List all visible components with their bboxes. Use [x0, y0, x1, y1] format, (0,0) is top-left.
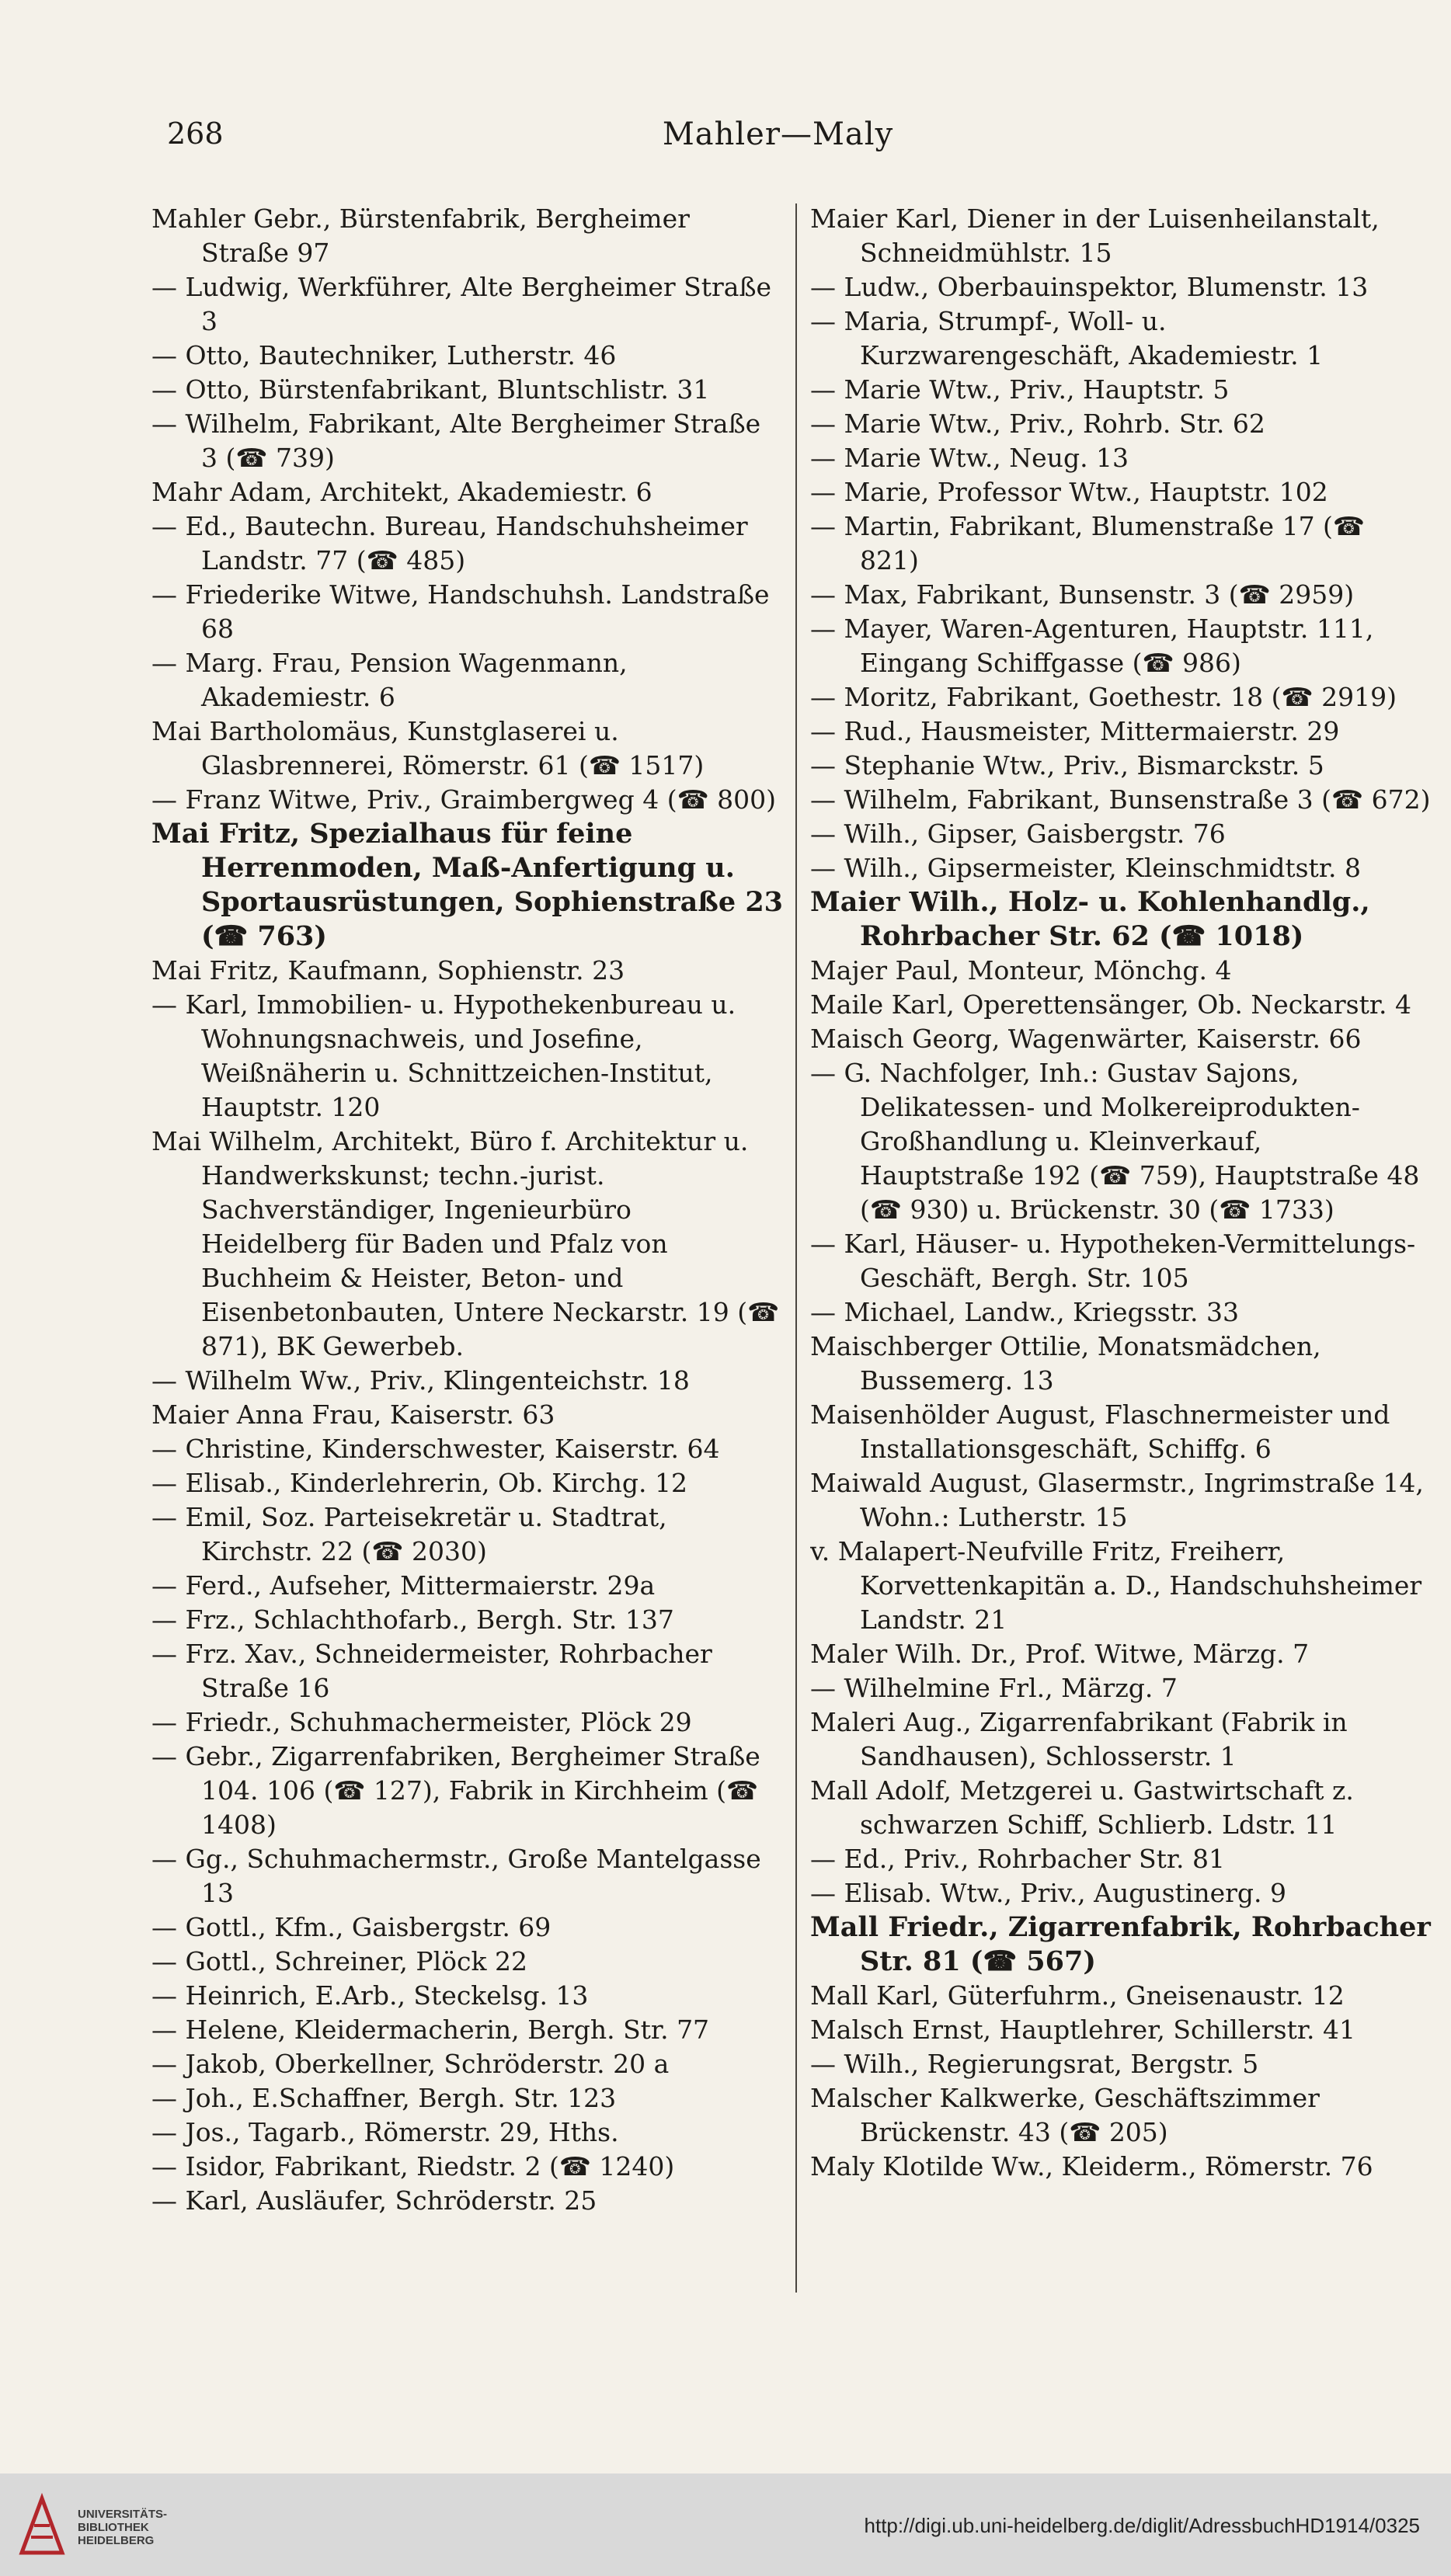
directory-entry: — Wilhelmine Frl., Märzg. 7	[810, 1673, 1178, 1703]
directory-entry: — Martin, Fabrikant, Blumenstraße 17 (☎ 821)	[810, 511, 1366, 575]
directory-entry: — Emil, Soz. Parteisekretär u. Stadtrat, Kirchstr. 22 (☎ 2030)	[151, 1502, 667, 1566]
directory-entry: — Gebr., Zigarrenfabriken, Bergheimer Straße 104. 106 (☎ 127), Fabrik in Kirchheim (☎ 1408)	[151, 1741, 760, 1840]
directory-entry: — Moritz, Fabrikant, Goethestr. 18 (☎ 2919)	[810, 682, 1397, 712]
directory-entry: — Friederike Witwe, Handschuhsh. Landstraße 68	[151, 579, 770, 644]
directory-entry: Mall Adolf, Metzgerei u. Gastwirtschaft z. schwarzen Schiff, Schlierb. Ldstr. 11	[810, 1775, 1354, 1840]
directory-entry: — Jos., Tagarb., Römerstr. 29, Hths.	[151, 2117, 619, 2147]
directory-entry: — Wilhelm Ww., Priv., Klingenteichstr. 18	[151, 1365, 690, 1396]
directory-entry: Maisenhölder August, Flaschnermeister und Installationsgeschäft, Schiffg. 6	[810, 1399, 1390, 1464]
directory-entry: — Wilh., Gipser, Gaisbergstr. 76	[810, 819, 1226, 849]
directory-entry: — Isidor, Fabrikant, Riedstr. 2 (☎ 1240)	[151, 2151, 675, 2181]
footer-bar	[0, 2473, 1451, 2576]
directory-entry: — Helene, Kleidermacherin, Bergh. Str. 77	[151, 2015, 710, 2045]
directory-entry: — Heinrich, E.Arb., Steckelsg. 13	[151, 1980, 589, 2011]
directory-entry: Mahr Adam, Architekt, Akademiestr. 6	[151, 477, 652, 507]
column-divider	[795, 203, 797, 2293]
directory-entry: — Franz Witwe, Priv., Graimbergweg 4 (☎ 800)	[151, 784, 777, 815]
directory-entry: — Wilh., Regierungsrat, Bergstr. 5	[810, 2049, 1259, 2079]
directory-entry: — Otto, Bürstenfabrikant, Bluntschlistr. 31	[151, 374, 710, 405]
institution-line-1: UNIVERSITÄTS-	[78, 2508, 168, 2521]
directory-entry: — Ferd., Aufseher, Mittermaierstr. 29a	[151, 1570, 656, 1601]
directory-entry: — Frz. Xav., Schneidermeister, Rohrbacher Straße 16	[151, 1639, 712, 1703]
directory-entry: Malsch Ernst, Hauptlehrer, Schillerstr. 41	[810, 2015, 1355, 2045]
directory-entry: Maier Karl, Diener in der Luisenheilanstalt, Schneidmühlstr. 15	[810, 203, 1380, 268]
directory-entry: — Ed., Bautechn. Bureau, Handschuhsheimer Landstr. 77 (☎ 485)	[151, 511, 748, 575]
source-url-link[interactable]: http://digi.ub.uni-heidelberg.de/diglit/AdressbuchHD1914/0325	[864, 2514, 1420, 2537]
directory-entry: — Gg., Schuhmachermstr., Große Mantelgasse 13	[151, 1844, 761, 1908]
directory-entry: — Otto, Bautechniker, Lutherstr. 46	[151, 340, 617, 370]
library-logo-icon	[14, 2491, 70, 2560]
institution-name	[78, 2508, 167, 2547]
directory-entry: v. Malapert-Neufville Fritz, Freiherr, Korvettenkapitän a. D., Handschuhsheimer Landstr. 21	[810, 1536, 1422, 1635]
directory-entry: — Karl, Häuser- u. Hypotheken-Vermittelungs-Geschäft, Bergh. Str. 105	[810, 1229, 1416, 1293]
directory-entry: — Marg. Frau, Pension Wagenmann, Akademiestr. 6	[151, 648, 628, 712]
directory-entry: Maler Wilh. Dr., Prof. Witwe, Märzg. 7	[810, 1639, 1310, 1669]
directory-entry: Maly Klotilde Ww., Kleiderm., Römerstr. 76	[810, 2151, 1373, 2181]
directory-entry: — Friedr., Schuhmachermeister, Plöck 29	[151, 1707, 692, 1737]
directory-entry: — Joh., E.Schaffner, Bergh. Str. 123	[151, 2083, 617, 2113]
directory-entry: — Maria, Strumpf-, Woll- u. Kurzwarengeschäft, Akademiestr. 1	[810, 306, 1324, 370]
directory-entry: — Christine, Kinderschwester, Kaiserstr. 64	[151, 1434, 720, 1464]
left-column	[151, 202, 785, 2299]
institution-line-2: BIBLIOTHEK	[78, 2521, 149, 2534]
directory-entry: — Wilhelm, Fabrikant, Bunsenstraße 3 (☎ 672)	[810, 784, 1431, 815]
directory-entry: Mai Bartholomäus, Kunstglaserei u. Glasbrennerei, Römerstr. 61 (☎ 1517)	[151, 716, 705, 780]
directory-entry: — Ed., Priv., Rohrbacher Str. 81	[810, 1844, 1225, 1874]
directory-entry: Maier Wilh., Holz- u. Kohlenhandlg., Rohrbacher Str. 62 (☎ 1018)	[810, 886, 1370, 952]
directory-entry: Mai Fritz, Kaufmann, Sophienstr. 23	[151, 955, 625, 986]
directory-entry: — G. Nachfolger, Inh.: Gustav Sajons, Delikatessen- und Molkereiprodukten-Großhandlung u. Kleinverkauf, Hauptstraße 192 (☎ 759), Hauptstraße 48 (☎ 930) u. Brückenstr. 30 (☎ 1733)	[810, 1058, 1420, 1225]
directory-entry: — Ludw., Oberbauinspektor, Blumenstr. 13	[810, 272, 1369, 302]
directory-entry: — Stephanie Wtw., Priv., Bismarckstr. 5	[810, 750, 1324, 780]
directory-entry: Maier Anna Frau, Kaiserstr. 63	[151, 1399, 555, 1430]
institution-line-3: HEIDELBERG	[78, 2534, 155, 2547]
directory-entry: Maiwald August, Glasermstr., Ingrimstraße 14, Wohn.: Lutherstr. 15	[810, 1468, 1424, 1532]
directory-entry: — Mayer, Waren-Agenturen, Hauptstr. 111, Eingang Schiffgasse (☎ 986)	[810, 614, 1374, 678]
directory-entry: Maisch Georg, Wagenwärter, Kaiserstr. 66	[810, 1024, 1362, 1054]
directory-entry: — Frz., Schlachthofarb., Bergh. Str. 137	[151, 1604, 674, 1635]
directory-entry: Mall Karl, Güterfuhrm., Gneisenaustr. 12	[810, 1980, 1345, 2011]
directory-entry: — Gottl., Kfm., Gaisbergstr. 69	[151, 1912, 552, 1942]
directory-entry: — Elisab. Wtw., Priv., Augustinerg. 9	[810, 1878, 1286, 1908]
directory-entry: — Michael, Landw., Kriegsstr. 33	[810, 1297, 1239, 1327]
directory-entry: Maile Karl, Operettensänger, Ob. Neckarstr. 4	[810, 989, 1412, 1020]
right-column	[810, 202, 1432, 2299]
directory-entry: Maleri Aug., Zigarrenfabrikant (Fabrik in Sandhausen), Schlosserstr. 1	[810, 1707, 1348, 1771]
directory-entry: Mai Fritz, Spezialhaus für feine Herrenmoden, Maß-Anfertigung u. Sportausrüstungen, Sophienstraße 23 (☎ 763)	[151, 818, 784, 952]
directory-entry: Mahler Gebr., Bürstenfabrik, Bergheimer Straße 97	[151, 203, 690, 268]
directory-entry: Majer Paul, Monteur, Mönchg. 4	[810, 955, 1232, 986]
directory-entry: — Marie Wtw., Priv., Rohrb. Str. 62	[810, 408, 1265, 439]
directory-entry: Mall Friedr., Zigarrenfabrik, Rohrbacher Str. 81 (☎ 567)	[810, 1911, 1431, 1977]
directory-entry: — Max, Fabrikant, Bunsenstr. 3 (☎ 2959)	[810, 579, 1355, 610]
directory-entry: — Karl, Ausläufer, Schröderstr. 25	[151, 2185, 597, 2216]
directory-entry: — Gottl., Schreiner, Plöck 22	[151, 1946, 527, 1976]
directory-entry: — Ludwig, Werkführer, Alte Bergheimer Straße 3	[151, 272, 772, 336]
directory-entry: — Marie Wtw., Neug. 13	[810, 443, 1129, 473]
page-header	[167, 116, 1389, 163]
directory-entry: — Marie, Professor Wtw., Hauptstr. 102	[810, 477, 1328, 507]
directory-entry: — Rud., Hausmeister, Mittermaierstr. 29	[810, 716, 1340, 746]
directory-entry: — Karl, Immobilien- u. Hypothekenbureau u. Wohnungsnachweis, und Josefine, Weißnäherin u. Schnittzeichen-Institut, Hauptstr. 120	[151, 989, 736, 1122]
directory-entry: — Wilhelm, Fabrikant, Alte Bergheimer Straße 3 (☎ 739)	[151, 408, 761, 473]
directory-entry: — Jakob, Oberkellner, Schröderstr. 20 a	[151, 2049, 670, 2079]
directory-entry: — Wilh., Gipsermeister, Kleinschmidtstr. 8	[810, 853, 1361, 883]
directory-entry: Mai Wilhelm, Architekt, Büro f. Architektur u. Handwerkskunst; techn.-jurist. Sachverständiger, Ingenieurbüro Heidelberg für Baden und Pfalz von Buchheim & Heister, Beton- und Eisenbetonbauten, Untere Neckarstr. 19 (☎ 871), BK Gewerbeb.	[151, 1126, 780, 1361]
directory-entry: Maischberger Ottilie, Monatsmädchen, Bussemerg. 13	[810, 1331, 1321, 1396]
directory-entry: — Elisab., Kinderlehrerin, Ob. Kirchg. 12	[151, 1468, 687, 1498]
page-title: Mahler—Maly	[662, 116, 894, 152]
page-number: 268	[167, 116, 224, 151]
directory-entry: — Marie Wtw., Priv., Hauptstr. 5	[810, 374, 1230, 405]
directory-entry: Malscher Kalkwerke, Geschäftszimmer Brückenstr. 43 (☎ 205)	[810, 2083, 1320, 2147]
